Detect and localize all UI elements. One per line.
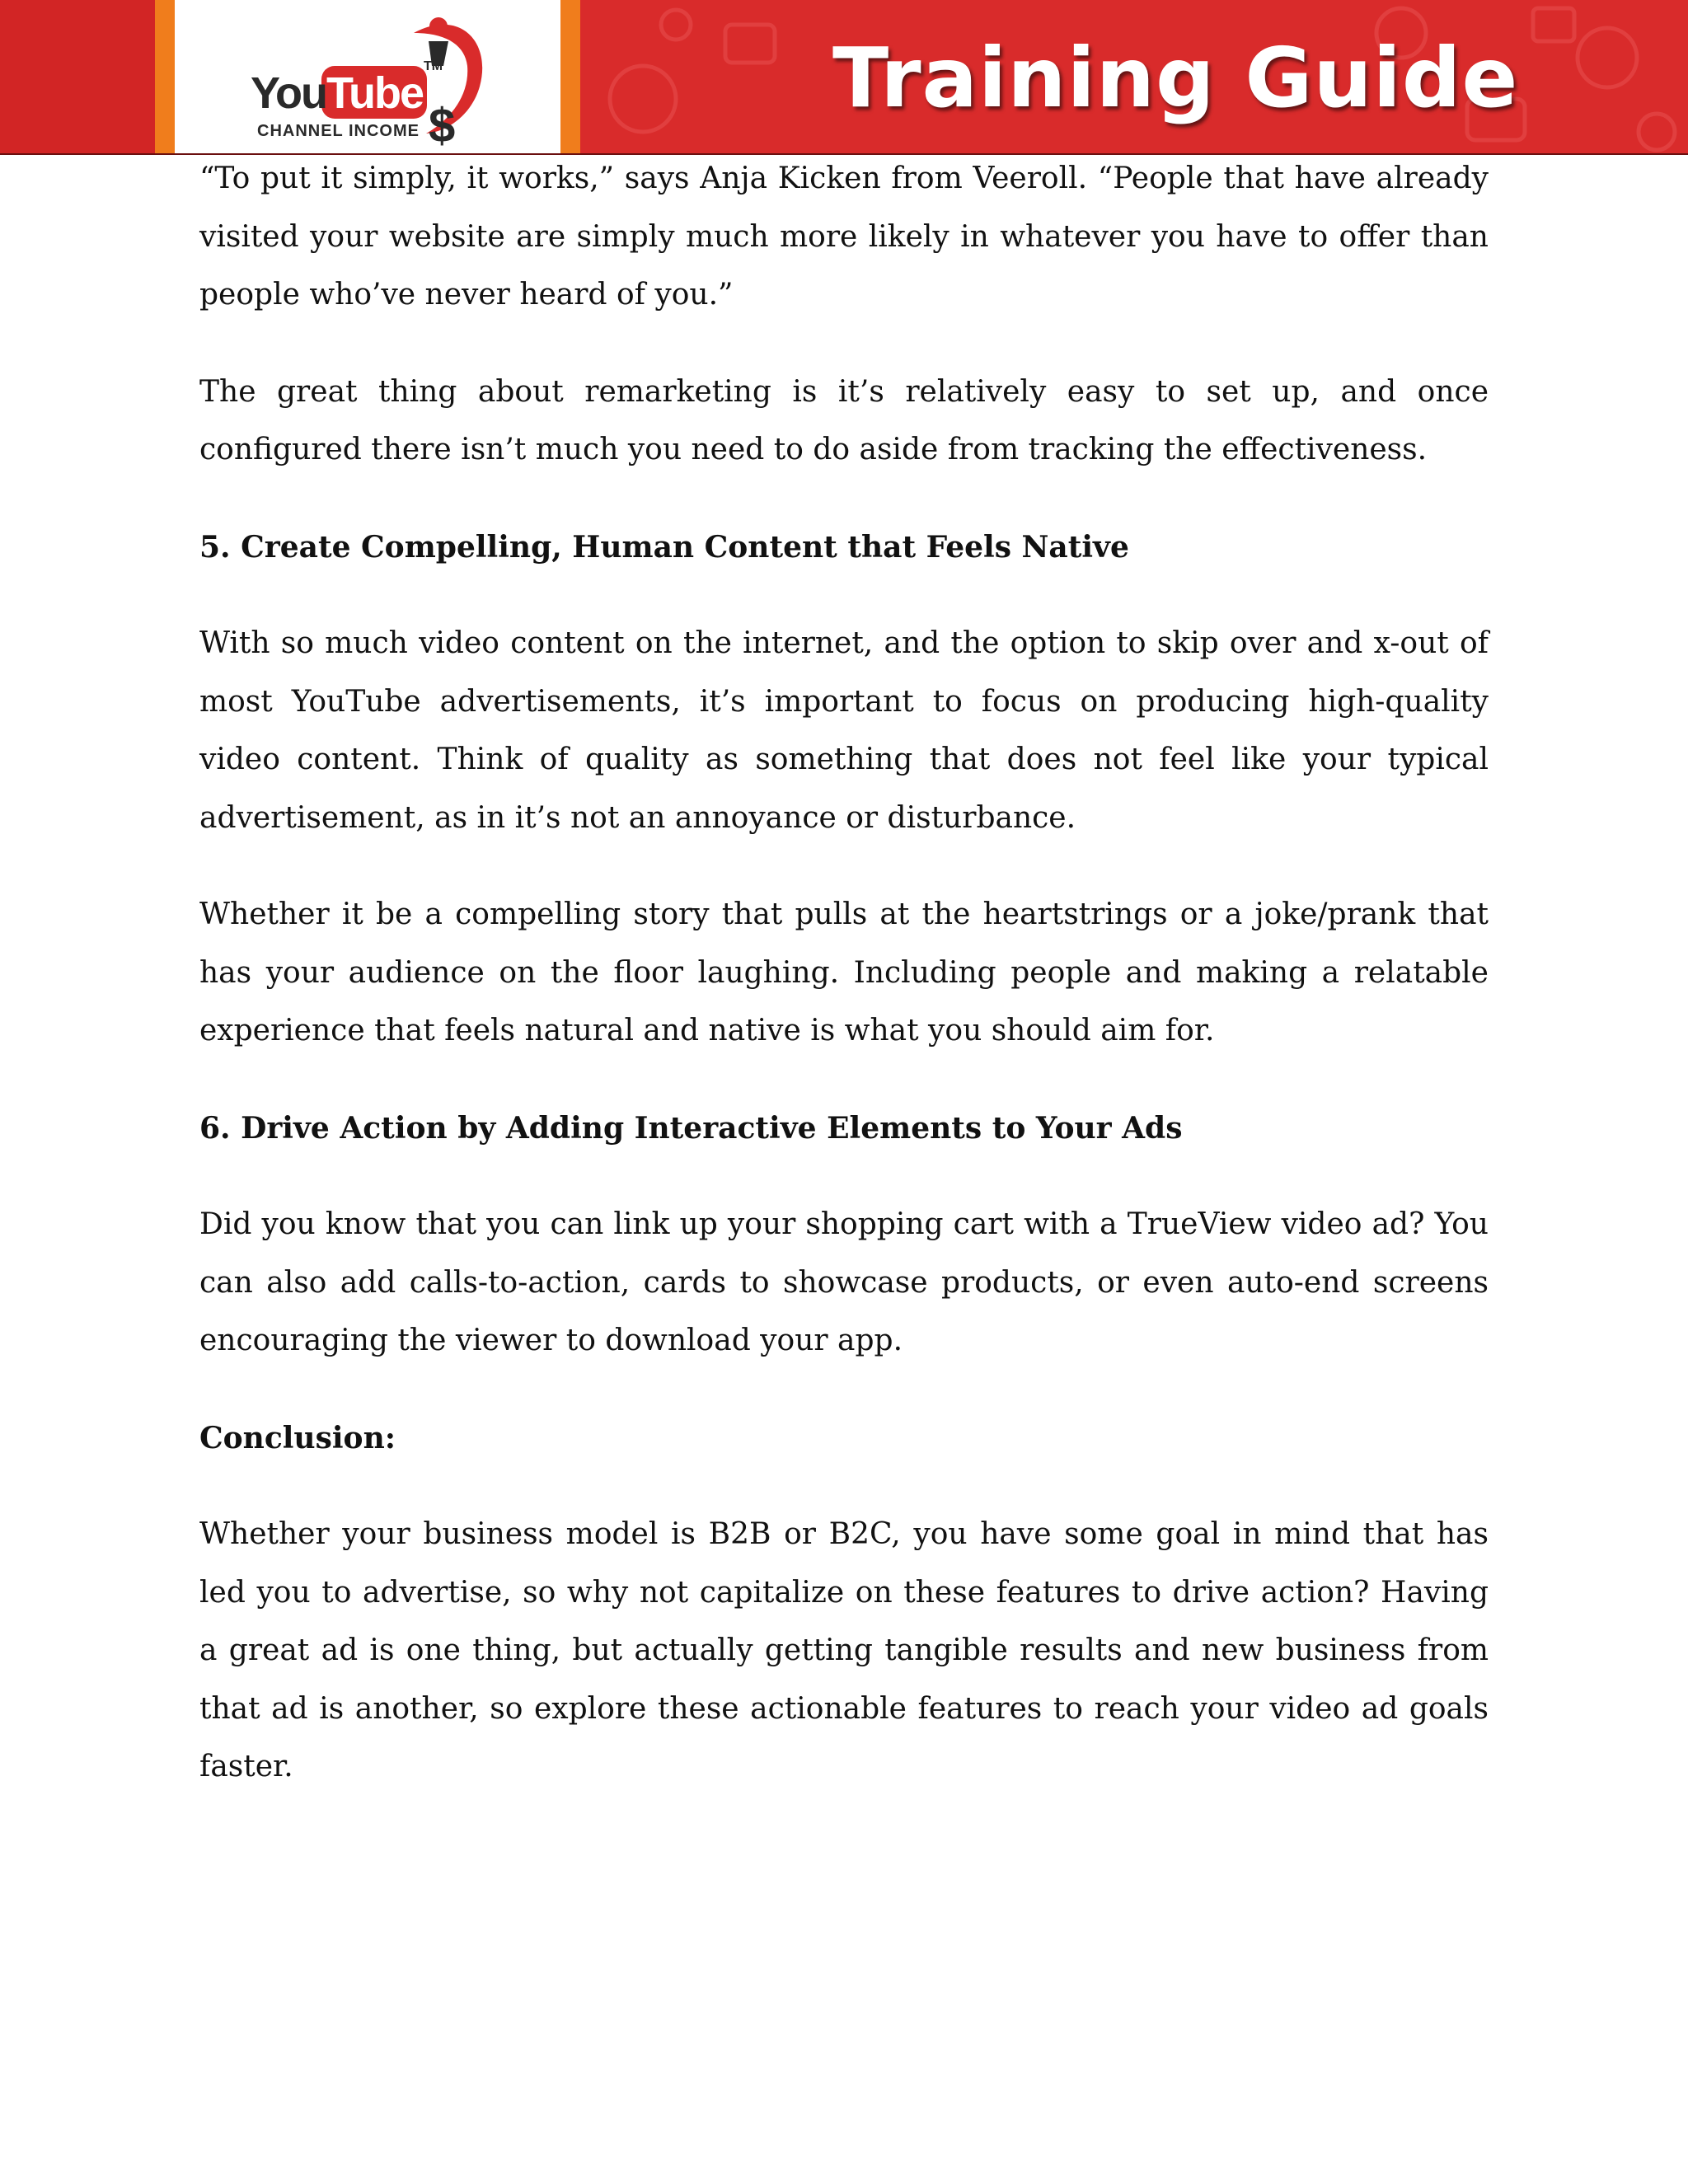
- document-body: [199, 150, 1489, 1835]
- conclusion-heading: Conclusion:: [199, 1420, 396, 1455]
- paragraph-remarketing: The great thing about remarketing is it’s relatively easy to set up, and once configured there isn’t much you need to do aside from tracking the effectiveness.: [199, 374, 1489, 466]
- page-title: Training Guide: [832, 30, 1519, 126]
- logo-you-text: You: [251, 68, 326, 118]
- header-banner: [0, 0, 1688, 155]
- section-heading-6: 6. Drive Action by Adding Interactive Elements to Your Ads: [199, 1110, 1183, 1146]
- paragraph-video-content: With so much video content on the internet, and the option to skip over and x-out of most YouTube advertisements, it’s important to focus on producing high-quality video content. Think of quality as something that does not feel like your typical advertisement, as in it’s not an annoyance or disturbance.: [199, 626, 1489, 835]
- orange-accent-bar-right: [560, 0, 580, 155]
- paragraph-compelling-story: Whether it be a compelling story that pulls at the heartstrings or a joke/prank that has your audience on the floor laughing. Including people and making a relatable experience that feels natural and native is what you should aim for.: [199, 898, 1489, 1047]
- logo-subtitle: CHANNEL INCOME: [257, 122, 420, 140]
- orange-accent-bar-left: [155, 0, 175, 155]
- banner-left-strip: [0, 0, 155, 155]
- svg-text:$: $: [429, 99, 456, 148]
- logo-trademark: TM: [424, 59, 443, 73]
- section-heading-5: 5. Create Compelling, Human Content that Feels Native: [199, 529, 1129, 565]
- paragraph-shopping-cart: Did you know that you can link up your shopping cart with a TrueView video ad? You can also add calls-to-action, cards to showcase products, or even auto-end screens encouraging the viewer to download your app.: [199, 1207, 1489, 1357]
- paragraph-conclusion: Whether your business model is B2B or B2C, you have some goal in mind that has led you to advertise, so why not capitalize on these features to drive action? Having a great ad is one thing, but actually getting tangible results and new business from that ad is another, so explore these actionable features to reach your video ad goals faster.: [199, 1517, 1489, 1783]
- logo: [175, 0, 560, 155]
- paragraph-quote: “To put it simply, it works,” says Anja Kicken from Veeroll. “People that have already visited your website are simply much more likely in whatever you have to offer than people who’ve never heard of you.”: [199, 162, 1489, 312]
- logo-tube-text: Tube: [326, 68, 423, 118]
